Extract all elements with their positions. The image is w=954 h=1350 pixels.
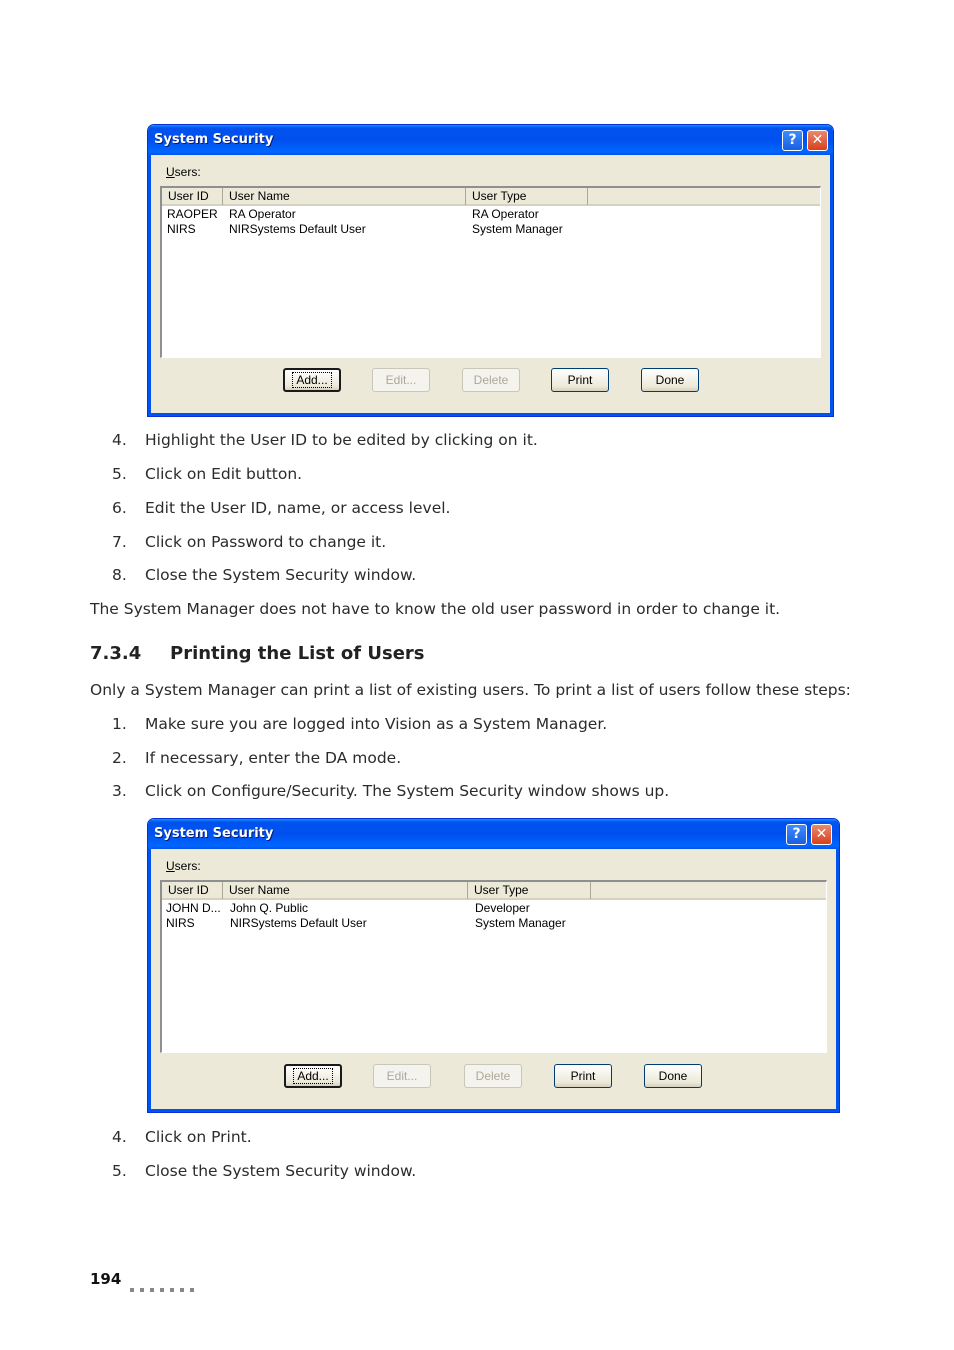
- window-frame-left: [148, 849, 151, 1112]
- list-item: 7. Click on Password to change it.: [112, 533, 387, 551]
- edit-button[interactable]: Edit...: [372, 368, 430, 392]
- paragraph: The System Manager does not have to know the old user password in order to change it.: [90, 600, 781, 618]
- list-item: 1. Make sure you are logged into Vision as a System Manager.: [112, 715, 608, 733]
- list-item: 4. Highlight the User ID to be edited by clicking on it.: [112, 431, 538, 449]
- cell-user-type: RA Operator: [472, 207, 539, 221]
- window-frame-bottom: [148, 413, 833, 416]
- list-item: 5. Click on Edit button.: [112, 465, 303, 483]
- window-frame-right: [836, 849, 839, 1112]
- cell-user-type: System Manager: [472, 222, 563, 236]
- column-user-id[interactable]: User ID: [162, 882, 223, 899]
- column-user-name[interactable]: User Name: [223, 188, 466, 205]
- list-header: [162, 882, 826, 900]
- window-frame-bottom: [148, 1109, 839, 1112]
- dialog-title: System Security: [148, 125, 833, 155]
- cell-user-type: System Manager: [475, 916, 566, 930]
- close-icon[interactable]: ✕: [811, 824, 832, 845]
- delete-button[interactable]: Delete: [464, 1064, 522, 1088]
- add-button[interactable]: Add...: [283, 368, 341, 392]
- table-row[interactable]: [162, 207, 820, 222]
- list-item: 8. Close the System Security window.: [112, 566, 417, 584]
- print-button[interactable]: Print: [554, 1064, 612, 1088]
- section-heading: 7.3.4 Printing the List of Users: [90, 643, 425, 664]
- done-button[interactable]: Done: [641, 368, 699, 392]
- list-header: [162, 188, 820, 206]
- cell-user-name: NIRSystems Default User: [229, 222, 366, 236]
- paragraph: Only a System Manager can print a list of existing users. To print a list of users follow these steps:: [90, 681, 851, 699]
- users-label: Users:: [166, 859, 201, 873]
- cell-user-id: RAOPER: [167, 207, 218, 221]
- list-item: 3. Click on Configure/Security. The System Security window shows up.: [112, 782, 670, 800]
- users-list[interactable]: [160, 186, 821, 358]
- column-user-type[interactable]: User Type: [466, 188, 588, 205]
- page-dots-decoration: [130, 1277, 200, 1296]
- window-frame-right: [830, 155, 833, 416]
- users-label: Users:: [166, 165, 201, 179]
- list-item: 5. Close the System Security window.: [112, 1162, 417, 1180]
- table-row[interactable]: [162, 916, 826, 931]
- print-button[interactable]: Print: [551, 368, 609, 392]
- cell-user-type: Developer: [475, 901, 530, 915]
- cell-user-id: NIRS: [167, 222, 196, 236]
- cell-user-name: John Q. Public: [230, 901, 309, 915]
- column-user-id[interactable]: User ID: [162, 188, 223, 205]
- help-icon[interactable]: ?: [786, 824, 807, 845]
- cell-user-id: NIRS: [166, 916, 195, 930]
- cell-user-id: JOHN D...: [166, 901, 221, 915]
- list-item: 4. Click on Print.: [112, 1128, 252, 1146]
- column-user-type[interactable]: User Type: [468, 882, 591, 899]
- edit-button[interactable]: Edit...: [373, 1064, 431, 1088]
- users-list[interactable]: [160, 880, 827, 1053]
- delete-button[interactable]: Delete: [462, 368, 520, 392]
- page-number: 194: [90, 1270, 122, 1288]
- system-security-dialog: [147, 124, 834, 417]
- system-security-dialog: [147, 818, 840, 1113]
- column-user-name[interactable]: User Name: [223, 882, 468, 899]
- table-row[interactable]: [162, 222, 820, 237]
- list-item: 2. If necessary, enter the DA mode.: [112, 749, 402, 767]
- list-item: 6. Edit the User ID, name, or access level.: [112, 499, 451, 517]
- close-icon[interactable]: ✕: [807, 130, 828, 151]
- add-button[interactable]: Add...: [284, 1064, 342, 1088]
- cell-user-name: RA Operator: [229, 207, 296, 221]
- done-button[interactable]: Done: [644, 1064, 702, 1088]
- dialog-title: System Security: [148, 819, 839, 849]
- help-icon[interactable]: ?: [782, 130, 803, 151]
- table-row[interactable]: [162, 901, 826, 916]
- cell-user-name: NIRSystems Default User: [230, 916, 367, 930]
- window-frame-left: [148, 155, 151, 416]
